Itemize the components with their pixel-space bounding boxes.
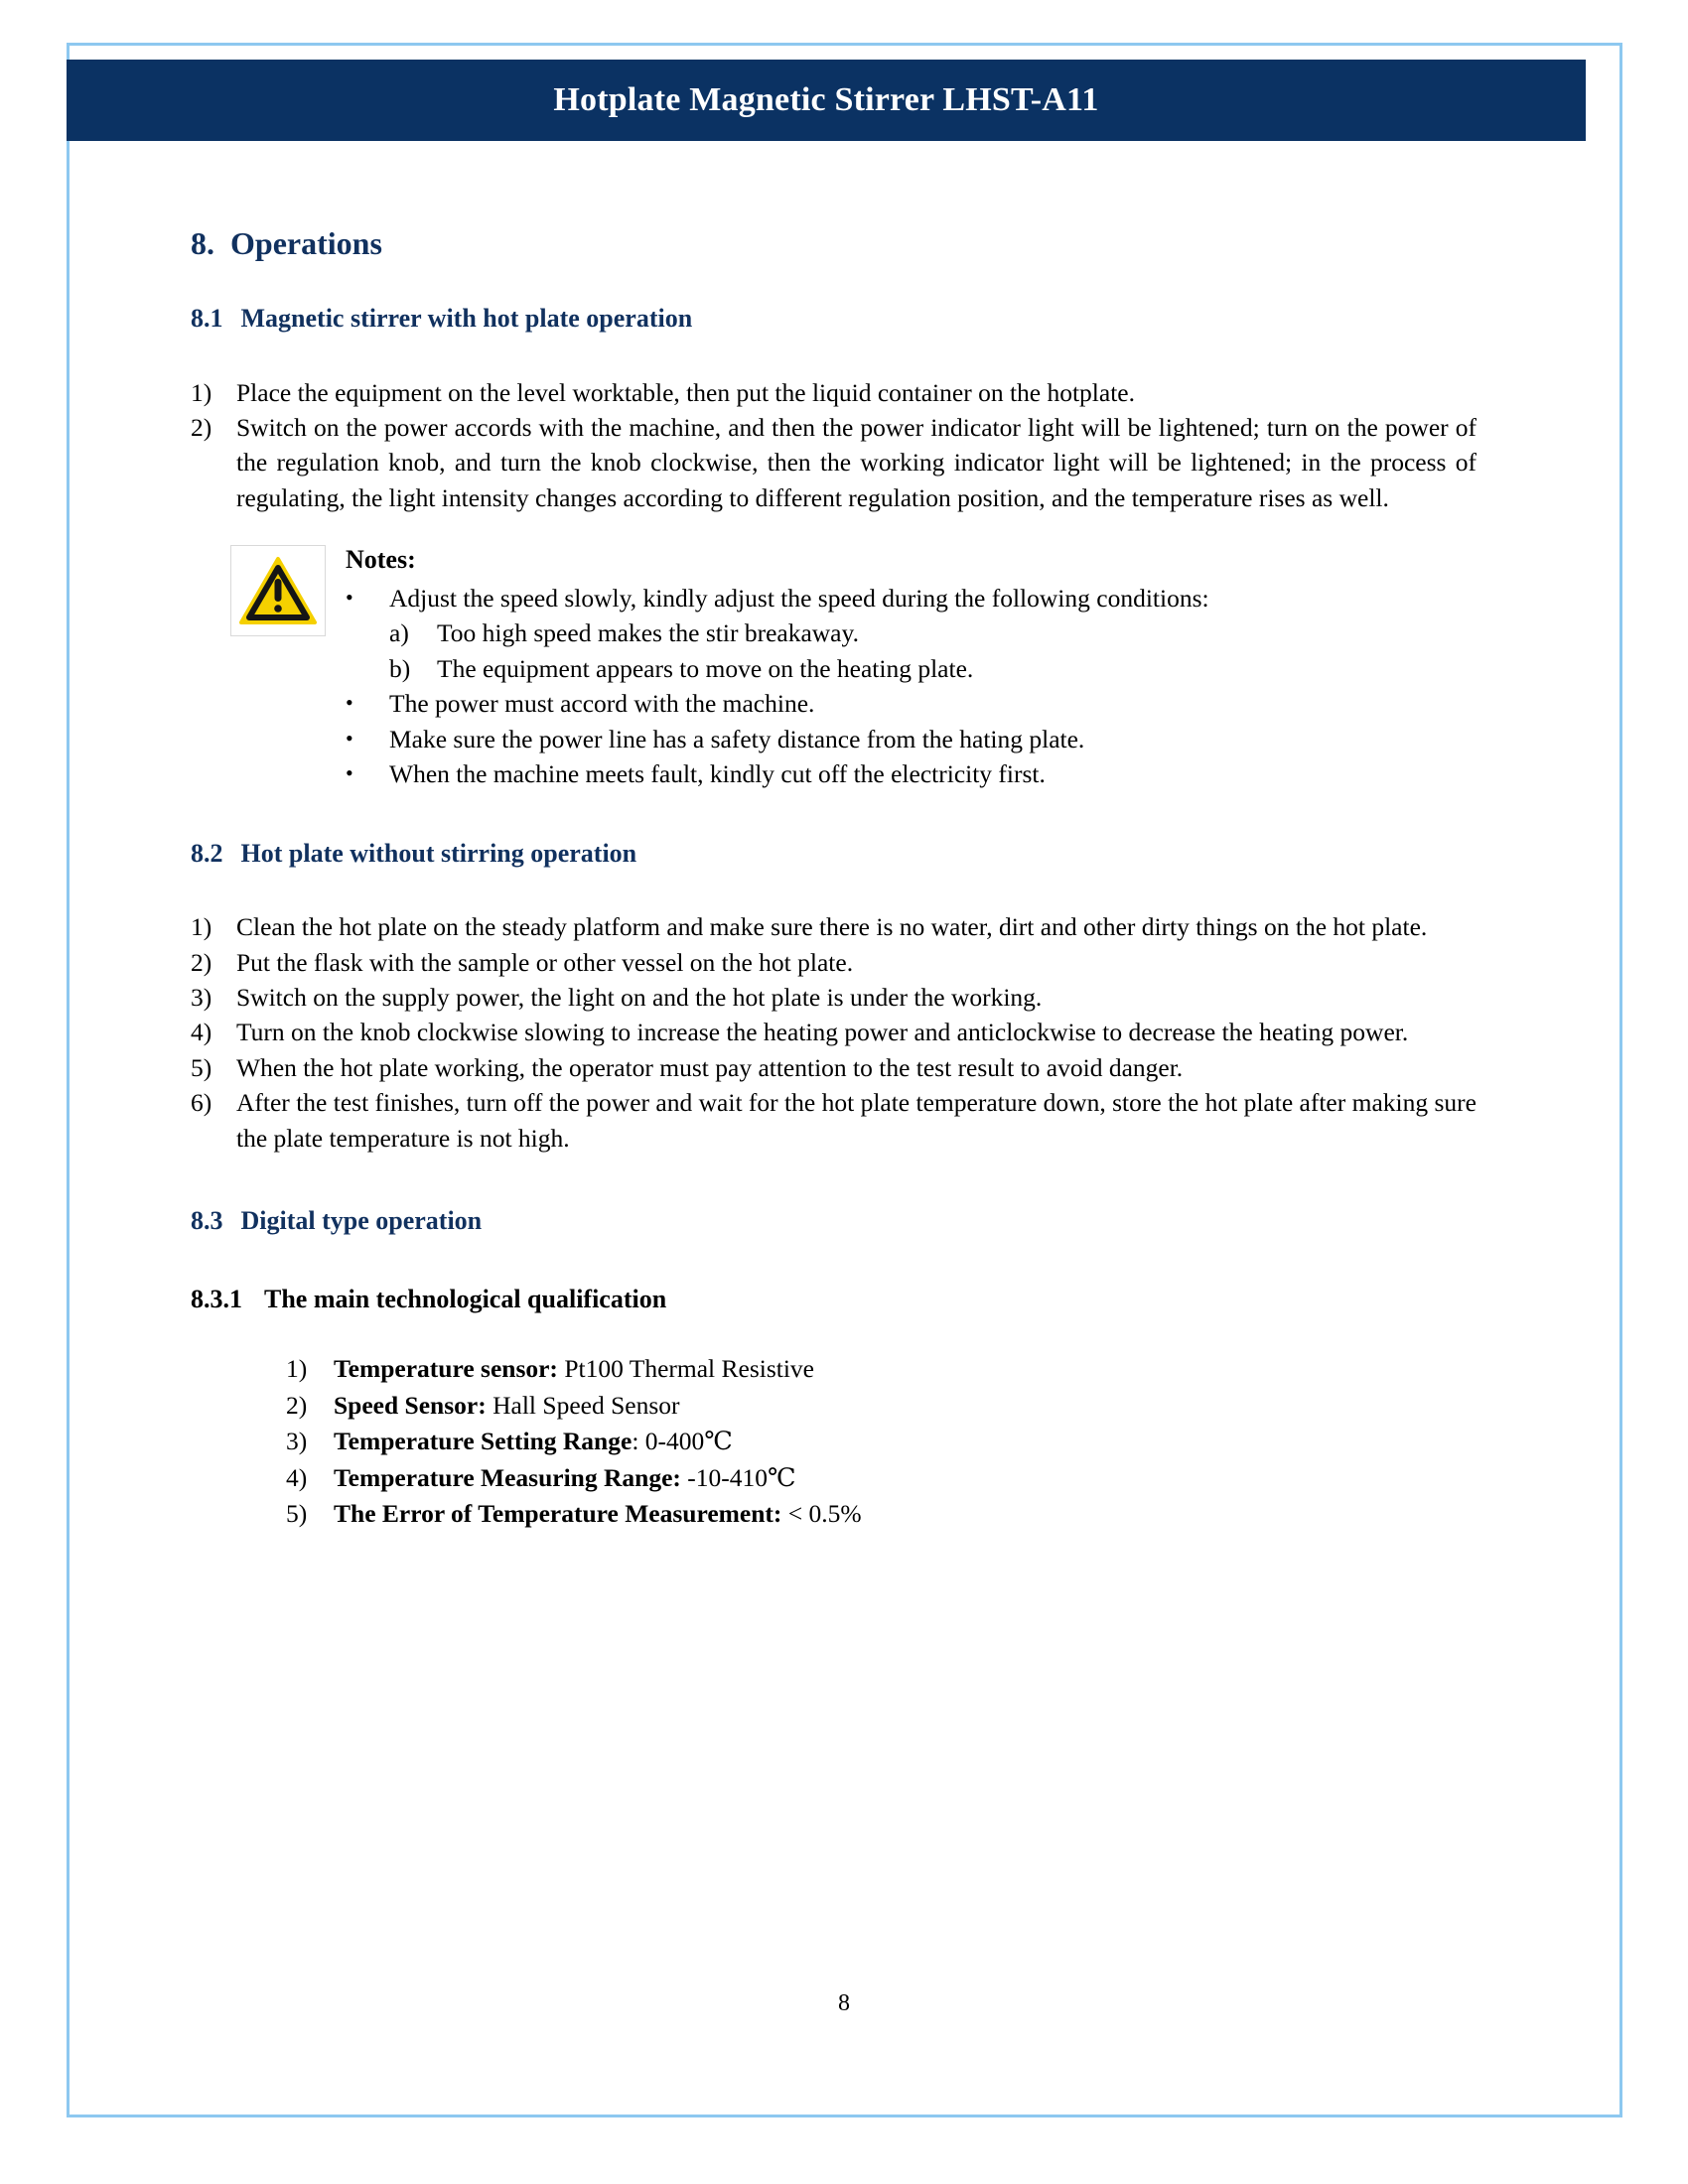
spec-label: Temperature Setting Range [334,1427,633,1456]
spec-value: -10-410℃ [680,1462,796,1492]
list-text: Turn on the knob clockwise slowing to increase the heating power and anticlockwise to decrease the heating power. [236,1018,1409,1047]
subsection-number: 8.2 [191,838,223,868]
list-text [334,1496,1477,1532]
list-marker: 1) [191,377,212,407]
list-item [191,375,1477,410]
list-text: Too high speed makes the stir breakaway. [437,618,859,648]
bullet-icon: • [346,690,353,716]
notes-sub-list [389,615,1477,686]
spec-value: Pt100 Thermal Resistive [557,1354,814,1384]
list-text: When the hot plate working, the operator must pay attention to the test result to avoid danger. [236,1052,1184,1082]
list-marker: 1) [191,912,212,942]
list-item [191,980,1477,1015]
list-marker: 4) [191,1018,212,1047]
list-item [191,909,1477,944]
spec-label: Speed Sensor: [334,1390,487,1420]
subsection-title: Magnetic stirrer with hot plate operation [240,304,693,333]
spec-label: Temperature Measuring Range: [334,1462,681,1492]
list-item [286,1496,1477,1532]
list-marker: 5) [191,1052,212,1082]
list-marker: 2) [286,1390,308,1420]
list-text [334,1460,1477,1496]
subsection-heading-8-1 [191,303,1477,336]
list-text: Clean the hot plate on the steady platform and make sure there is no water, dirt and other dirty things on the hot plate. [236,912,1428,942]
bullet-icon: • [346,725,353,751]
subsection-number: 8.3 [191,1206,223,1236]
list-marker: 2) [191,412,212,442]
list-text: Put the flask with the sample or other vessel on the hot plate. [236,947,854,977]
section-number: 8. [191,225,214,261]
bullet-icon: • [346,760,353,786]
list-text [334,1424,1477,1459]
bullet-icon: • [346,585,353,611]
list-item [346,581,1477,615]
spec-label: Temperature sensor: [334,1354,558,1384]
subsection-title: The main technological qualification [264,1284,667,1313]
list-item [346,722,1477,756]
list-marker: 2) [191,947,212,977]
list-text: Place the equipment on the level worktable, then put the liquid container on the hotplate. [236,377,1135,407]
spec-value: < 0.5% [781,1499,862,1529]
list-item [191,945,1477,980]
list-8-3-1 [286,1351,1477,1532]
list-marker: b) [389,653,411,683]
subsection-title: Digital type operation [240,1206,483,1236]
subsection-heading-8-3 [191,1205,1477,1238]
list-text: Switch on the power accords with the machine, and then the power indicator light will be lightened; turn on the power of the regulation knob, and turn the knob clockwise, then the working indicator light will be lightened; in the process of regulating, the light intensity changes according to different regulation position, and the temperature rises as well. [236,412,1477,512]
list-item [286,1424,1477,1459]
notes-title: Notes: [346,545,416,575]
spec-value: : 0-400℃ [632,1427,733,1456]
list-item [286,1460,1477,1496]
notes-block [222,543,1477,791]
list-text [334,1388,1477,1424]
list-marker: 3) [191,983,212,1013]
subsection-heading-8-2 [191,838,1477,871]
list-item [286,1351,1477,1387]
list-item [191,1050,1477,1085]
list-marker: 1) [286,1354,308,1384]
list-8-2 [191,909,1477,1156]
list-text: Adjust the speed slowly, kindly adjust the speed during the following conditions: [389,584,1209,614]
list-marker: a) [389,618,409,648]
list-item [346,686,1477,721]
spec-label: The Error of Temperature Measurement: [334,1499,782,1529]
list-text: The equipment appears to move on the heating plate. [437,653,974,683]
list-text: Make sure the power line has a safety distance from the hating plate. [389,724,1085,753]
list-text: Switch on the supply power, the light on and the hot plate is under the working. [236,983,1043,1013]
document-content [191,223,1477,1533]
document-header-title: Hotplate Magnetic Stirrer LHST-A11 [553,81,1099,118]
spec-value: Hall Speed Sensor [486,1390,680,1420]
section-title: Operations [230,225,382,261]
list-item [346,756,1477,791]
list-text: When the machine meets fault, kindly cut off the electricity first. [389,759,1046,789]
list-text [334,1351,1477,1387]
notes-bullet-list [346,581,1477,615]
list-text: After the test finishes, turn off the power and wait for the hot plate temperature down, store the hot plate after making sure the plate temperature is not high. [236,1088,1477,1153]
list-item [191,1015,1477,1049]
list-8-1 [191,375,1477,516]
list-marker: 6) [191,1088,212,1118]
list-item [191,1085,1477,1156]
list-item [389,651,1477,686]
list-item [191,410,1477,515]
notes-body [346,543,1477,791]
page-number: 8 [838,1990,850,2016]
list-marker: 3) [286,1427,308,1456]
section-heading-8 [191,223,1477,263]
document-header-band [67,60,1586,141]
subsection-title: Hot plate without stirring operation [240,838,637,868]
warning-triangle-icon [230,545,326,636]
list-text: The power must accord with the machine. [389,689,815,719]
subsection-number: 8.3.1 [191,1284,242,1313]
list-item [286,1388,1477,1424]
list-item [389,615,1477,650]
subsection-number: 8.1 [191,304,223,333]
notes-bullet-list-continued [346,686,1477,791]
subsection-heading-8-3-1 [191,1284,1477,1316]
list-marker: 5) [286,1499,308,1529]
list-marker: 4) [286,1462,308,1492]
